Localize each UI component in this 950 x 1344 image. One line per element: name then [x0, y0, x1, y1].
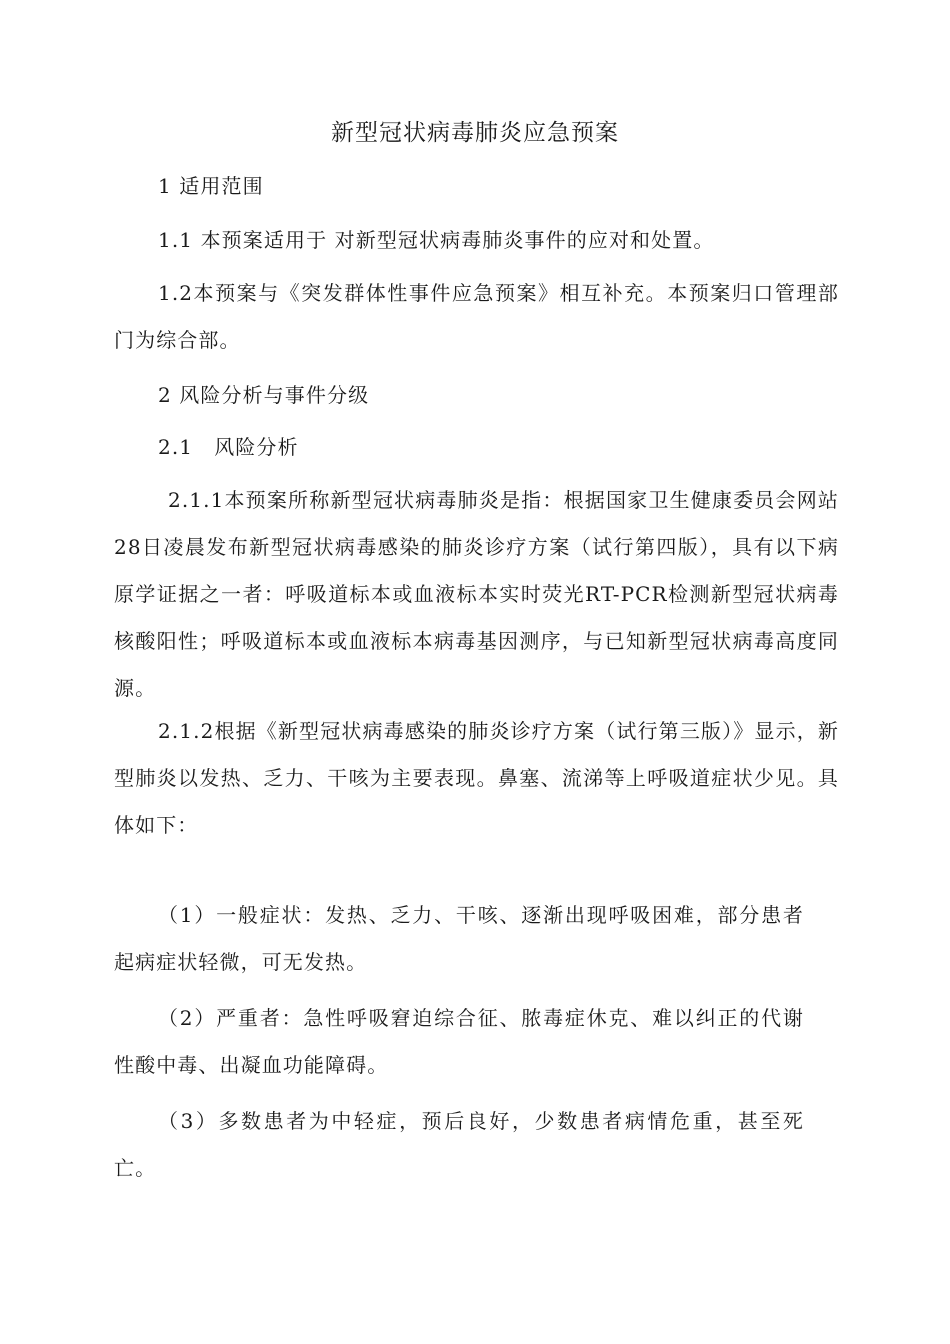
document-title: 新型冠状病毒肺炎应急预案: [331, 120, 619, 146]
symptom-item-3: （3）多数患者为中轻症，预后良好，少数患者病情危重，甚至死亡。: [114, 1109, 804, 1180]
subsection-heading-2-1: 2.1 风险分析: [158, 435, 299, 459]
paragraph-1-2: 1.2本预案与《突发群体性事件应急预案》相互补充。本预案归口管理部门为综合部。: [114, 281, 839, 352]
symptom-item-1: （1）一般症状：发热、乏力、干咳、逐渐出现呼吸困难，部分患者起病症状轻微，可无发热。: [114, 903, 804, 974]
section-heading-1: 1 适用范围: [158, 174, 264, 198]
section-heading-2: 2 风险分析与事件分级: [158, 383, 370, 407]
symptom-item-2: （2）严重者：急性呼吸窘迫综合征、脓毒症休克、难以纠正的代谢性酸中毒、出凝血功能障碍。: [114, 1006, 804, 1077]
paragraph-2-1-1: 2.1.1本预案所称新型冠状病毒肺炎是指：根据国家卫生健康委员会网站28日凌晨发布新型冠状病毒感染的肺炎诊疗方案（试行第四版），具有以下病原学证据之一者：呼吸道标本或血液标本实时荧光RT-PCR检测新型冠状病毒核酸阳性；呼吸道标本或血液标本病毒基因测序，与已知新型冠状病毒高度同源。: [114, 488, 839, 700]
paragraph-2-1-2: 2.1.2根据《新型冠状病毒感染的肺炎诊疗方案（试行第三版）》显示，新型肺炎以发热、乏力、干咳为主要表现。鼻塞、流涕等上呼吸道症状少见。具体如下：: [114, 719, 839, 837]
paragraph-1-1: 1.1 本预案适用于 对新型冠状病毒肺炎事件的应对和处置。: [158, 228, 715, 252]
